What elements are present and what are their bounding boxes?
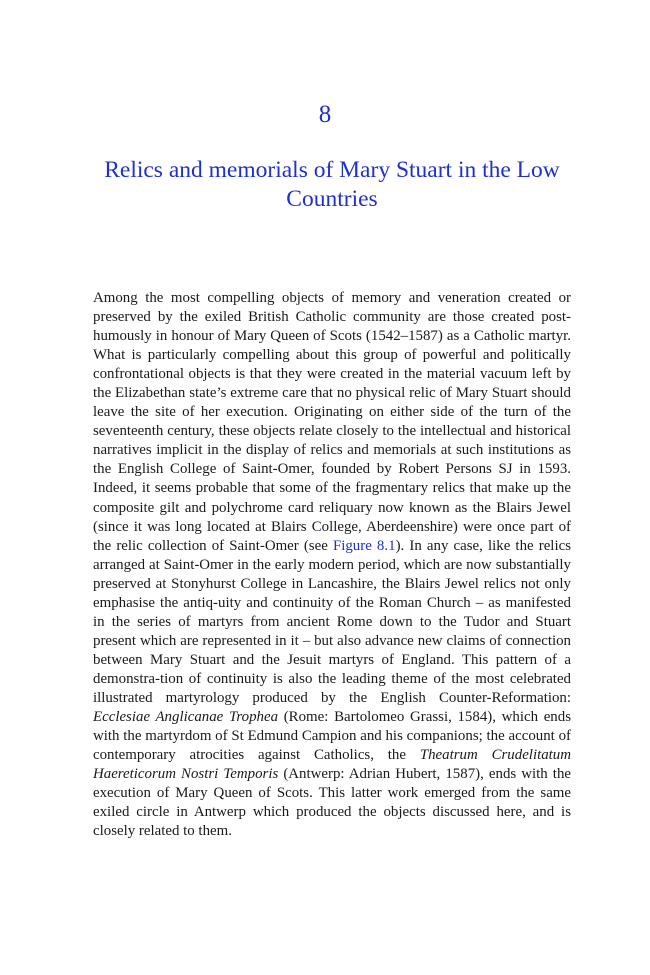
body-paragraph [93,289,571,841]
chapter-title: Relics and memorials of Mary Stuart in the Low Countries [104,157,560,212]
body-text-segment: ). In any case, like the relics arranged at Saint-Omer in the early modern period, which are now substantially preserved at Stonyhurst College in Lancashire, the Blairs Jewel relics not only emphasise the antiq-uity and continuity of the Roman Church – as manifested in the series of martyrs from ancient Rome down to the Tudor and Stuart present which are represented in it – but also advance new claims of connection between Mary Stuart and the Jesuit martyrs of England. This pattern of a demonstra-tion of continuity is also the leading theme of the most celebrated illustrated martyrology produced by the English Counter-Reformation: [93,537,571,706]
body-text-segment: (Rome: Bartolomeo Grassi, 1584), which ends with the martyrdom of St Edmund Campion and his companions; the account of contemporary atrocities against Catholics, the [93,709,571,764]
body-text-segment: (Antwerp: Adrian Hubert, 1587), ends with the execution of Mary Queen of Scots. This latter work emerged from the same exiled circle in Antwerp which produced the objects discussed here, and is closely related to them. [93,766,571,840]
italic-title-theatrum: Theatrum Crudelitatum Haereticorum Nostri Temporis [93,747,572,783]
body-text-segment: Among the most compelling objects of memory and veneration created or preserved by the exiled British Catholic community are those created post-humously in honour of Mary Queen of Scots (1542–1587) as a Catholic martyr. What is particularly compelling about this group of powerful and politically confrontational objects is that they were created in the material vacuum left by the Elizabethan state’s extreme care that no physical relic of Mary Stuart should leave the site of her execution. Originating on either side of the turn of the seventeenth century, these objects relate closely to the intellectual and historical narratives implicit in the display of relics and memorials at such institutions as the English College of Saint-Omer, founded by Robert Persons SJ in 1593. Indeed, it seems probable that some of the fragmentary relics that make up the composite gilt and polychrome card reliquary now known as the Blairs Jewel (since it was long located at Blairs College, Aberdeenshire) were once part of the relic collection of Saint-Omer (see [93,290,571,554]
figure-reference-link[interactable]: Figure 8.1 [332,537,396,554]
chapter-number: 8 [318,101,332,128]
italic-title-ecclesiae: Ecclesiae Anglicanae Trophea [93,709,279,726]
